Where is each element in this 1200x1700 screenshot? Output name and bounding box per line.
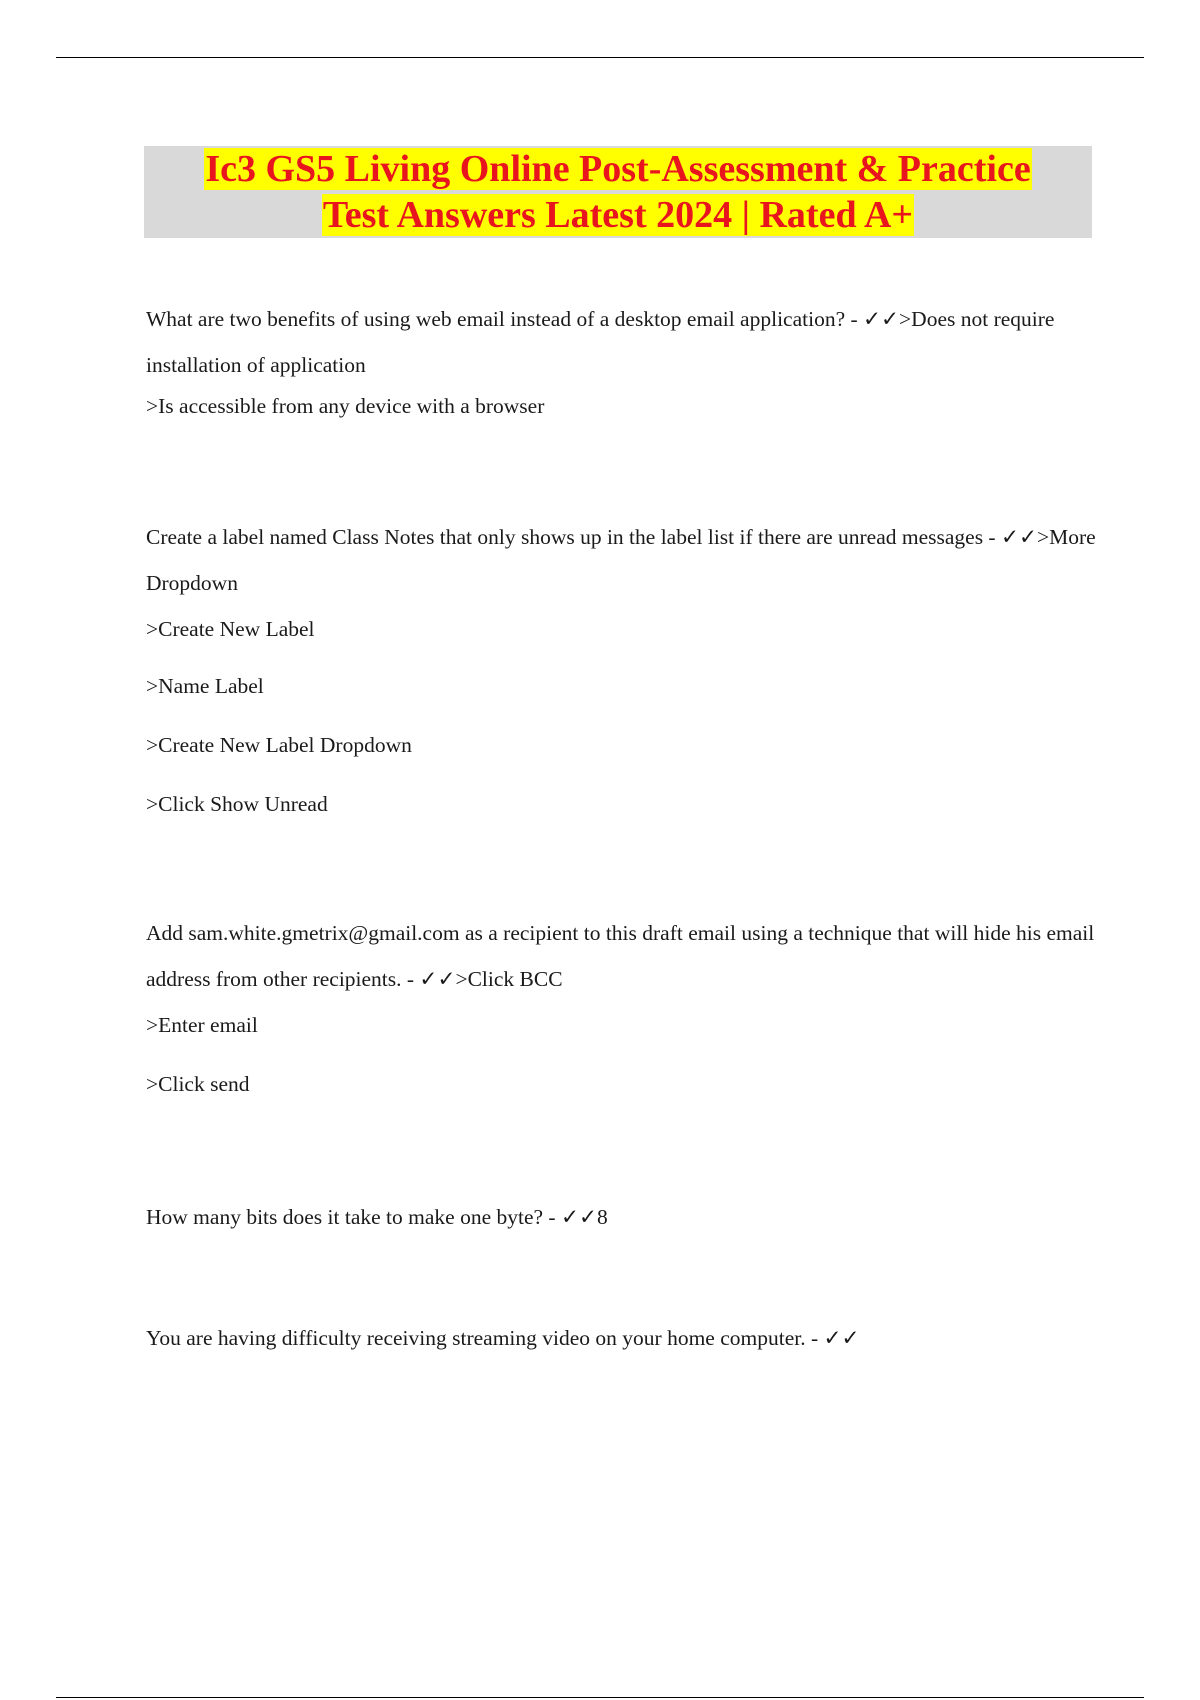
title-line-2: Test Answers Latest 2024 | Rated A+ [322, 194, 914, 236]
qa-item-5 [146, 1315, 1096, 1361]
top-rule [56, 57, 1144, 58]
answer-line: >Click send [146, 1072, 250, 1096]
question-text: Create a label named Class Notes that only shows up in the label list if there are unread messages - ✓✓>More Dropdown [146, 525, 1096, 595]
answer-line: >Create New Label Dropdown [146, 733, 412, 757]
title-line-1: Ic3 GS5 Living Online Post-Assessment & Practice [205, 148, 1031, 190]
qa-item-1 [146, 296, 1096, 441]
qa-item-4 [146, 1194, 1096, 1240]
answer-line: >Create New Label [146, 617, 315, 641]
document-title [144, 146, 1092, 238]
question-text: What are two benefits of using web email instead of a desktop email application? - ✓✓>Does not require installation of application [146, 307, 1055, 377]
answer-line: >Name Label [146, 674, 264, 698]
qa-item-3 [146, 910, 1096, 1119]
answer-line: >Enter email [146, 1013, 258, 1037]
answer-line: >Is accessible from any device with a browser [146, 394, 545, 418]
answer-line: >Click Show Unread [146, 792, 328, 816]
question-text: You are having difficulty receiving streaming video on your home computer. - ✓✓ [146, 1326, 860, 1350]
bottom-rule [56, 1697, 1144, 1698]
qa-item-2 [146, 514, 1096, 839]
question-text: Add sam.white.gmetrix@gmail.com as a recipient to this draft email using a technique that will hide his email address from other recipients. - ✓✓>Click BCC [146, 921, 1095, 991]
question-text: How many bits does it take to make one byte? - ✓✓8 [146, 1205, 608, 1229]
